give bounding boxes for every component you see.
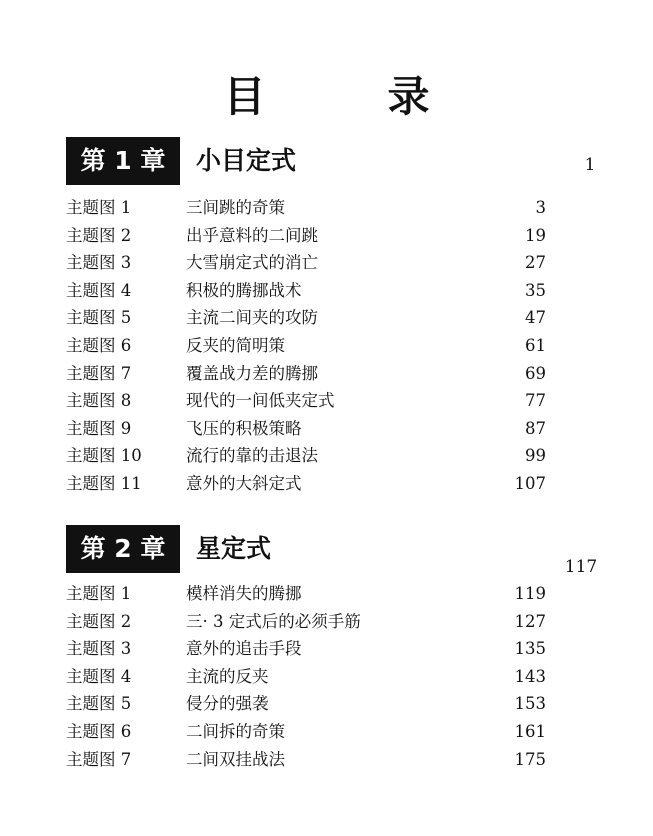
entry-title: 飞压的积极策略 [186,418,302,438]
toc-entry [66,690,546,718]
entry-label: 主题图 5 [66,308,132,328]
toc-entry [66,746,546,774]
chapter-1-entries [66,194,546,498]
entry-label: 主题图 1 [66,198,132,217]
entry-label: 主题图 2 [66,611,132,631]
entry-title: 侵分的强袭 [186,694,269,714]
toc-entry [66,304,546,332]
entry-label: 主题图 2 [66,225,132,245]
entry-page-number: 135 [514,639,546,659]
chapter-badge: 第 2 章 [66,525,180,573]
entry-page-number: 107 [514,473,546,493]
entry-label: 主题图 8 [66,391,132,411]
chapter-badge: 第 1 章 [66,137,180,185]
entry-label: 主题图 11 [66,473,142,493]
chapter-page-number: 1 [584,155,596,175]
toc-entry [66,194,546,222]
entry-page-number: 27 [525,253,546,273]
entry-page-number: 69 [525,363,546,383]
entry-title: 意外的追击手段 [186,639,302,659]
entry-label: 主题图 6 [66,721,132,741]
chapter-2-entries [66,580,546,773]
entry-title: 二间拆的奇策 [186,721,285,741]
toc-entry [66,249,546,277]
entry-label: 主题图 3 [66,639,132,659]
entry-title: 主流二间夹的攻防 [186,308,318,328]
toc-entry [66,635,546,663]
toc-entry [66,442,546,470]
entry-label: 主题图 1 [66,584,132,603]
chapter-page-number: 117 [564,557,598,577]
page-title: 目 录 [223,72,470,121]
toc-entry [66,580,546,608]
entry-label: 主题图 4 [66,280,132,300]
entry-page-number: 127 [514,611,546,631]
entry-page-number: 119 [514,584,546,603]
toc-entry [66,277,546,305]
entry-page-number: 19 [525,225,546,245]
entry-label: 主题图 6 [66,335,132,355]
entry-title: 大雪崩定式的消亡 [186,253,318,273]
entry-title: 意外的大斜定式 [186,473,302,493]
toc-entry [66,360,546,388]
toc-entry [66,415,546,443]
entry-title: 流行的靠的击退法 [186,446,318,466]
entry-label: 主题图 7 [66,363,132,383]
entry-page-number: 3 [535,198,546,217]
entry-page-number: 61 [525,335,546,355]
entry-title: 覆盖战力差的腾挪 [186,363,318,383]
entry-label: 主题图 5 [66,694,132,714]
entry-page-number: 153 [514,694,546,714]
entry-label: 主题图 10 [66,446,142,466]
entry-label: 主题图 3 [66,253,132,273]
entry-label: 主题图 7 [66,749,132,769]
entry-title: 模样消失的腾挪 [186,584,302,603]
entry-page-number: 175 [514,749,546,769]
entry-title: 反夹的简明策 [186,335,285,355]
chapter-title: 小目定式 [196,146,297,175]
entry-label: 主题图 9 [66,418,132,438]
entry-title: 积极的腾挪战术 [186,280,302,300]
toc-entry [66,718,546,746]
toc-entry [66,663,546,691]
entry-title: 出乎意料的二间跳 [186,225,318,245]
chapter-2-header [66,525,606,577]
entry-title: 主流的反夹 [186,666,269,686]
entry-page-number: 99 [525,446,546,466]
entry-title: 现代的一间低夹定式 [186,391,335,411]
entry-title: 二间双挂战法 [186,749,285,769]
toc-entry [66,387,546,415]
chapter-1-header [66,137,606,185]
toc-entry [66,470,546,498]
entry-page-number: 87 [525,418,546,438]
entry-page-number: 77 [525,391,546,411]
chapter-title: 星定式 [196,534,272,563]
toc-entry [66,332,546,360]
entry-title: 三间跳的奇策 [186,198,285,217]
entry-page-number: 35 [525,280,546,300]
entry-label: 主题图 4 [66,666,132,686]
entry-page-number: 143 [514,666,546,686]
toc-entry [66,222,546,250]
toc-entry [66,608,546,636]
entry-page-number: 47 [525,308,546,328]
entry-page-number: 161 [514,721,546,741]
entry-title: 三· 3 定式后的必须手筋 [186,611,361,631]
